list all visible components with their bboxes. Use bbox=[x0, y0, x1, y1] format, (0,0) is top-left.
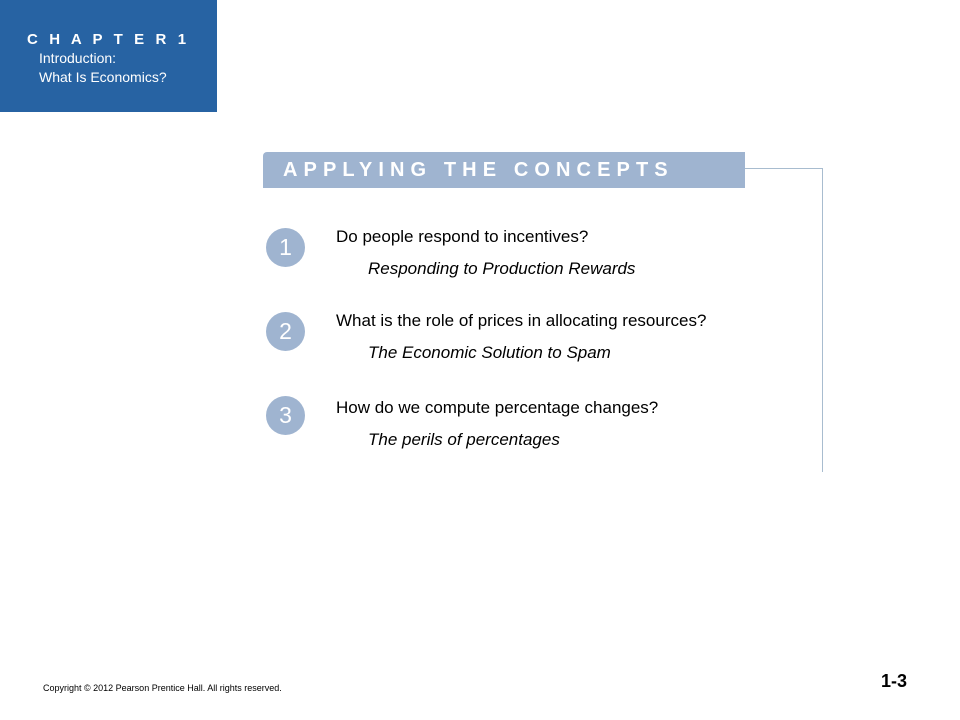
page-number: 1-3 bbox=[881, 671, 908, 691]
section-banner: APPLYING THE CONCEPTS bbox=[263, 152, 745, 188]
chapter-subtitle-line2: What Is Economics? bbox=[39, 69, 167, 85]
chapter-header bbox=[0, 0, 217, 112]
item-question-3: How do we compute percentage changes? bbox=[336, 398, 659, 417]
item-question-1: Do people respond to incentives? bbox=[336, 227, 589, 246]
item-number-3: 3 bbox=[266, 396, 305, 435]
item-topic-1: Responding to Production Rewards bbox=[368, 259, 636, 278]
item-number-2: 2 bbox=[266, 312, 305, 351]
frame-right-line bbox=[822, 168, 823, 472]
chapter-label: C H A P T E R 1 bbox=[27, 31, 190, 48]
item-number-1: 1 bbox=[266, 228, 305, 267]
item-question-2: What is the role of prices in allocating resources? bbox=[336, 311, 707, 330]
item-topic-3: The perils of percentages bbox=[368, 430, 560, 449]
item-topic-2: The Economic Solution to Spam bbox=[368, 343, 611, 362]
frame-top-line bbox=[745, 168, 822, 169]
copyright-notice: Copyright © 2012 Pearson Prentice Hall. All rights reserved. bbox=[43, 683, 282, 693]
chapter-subtitle-line1: Introduction: bbox=[39, 50, 117, 66]
